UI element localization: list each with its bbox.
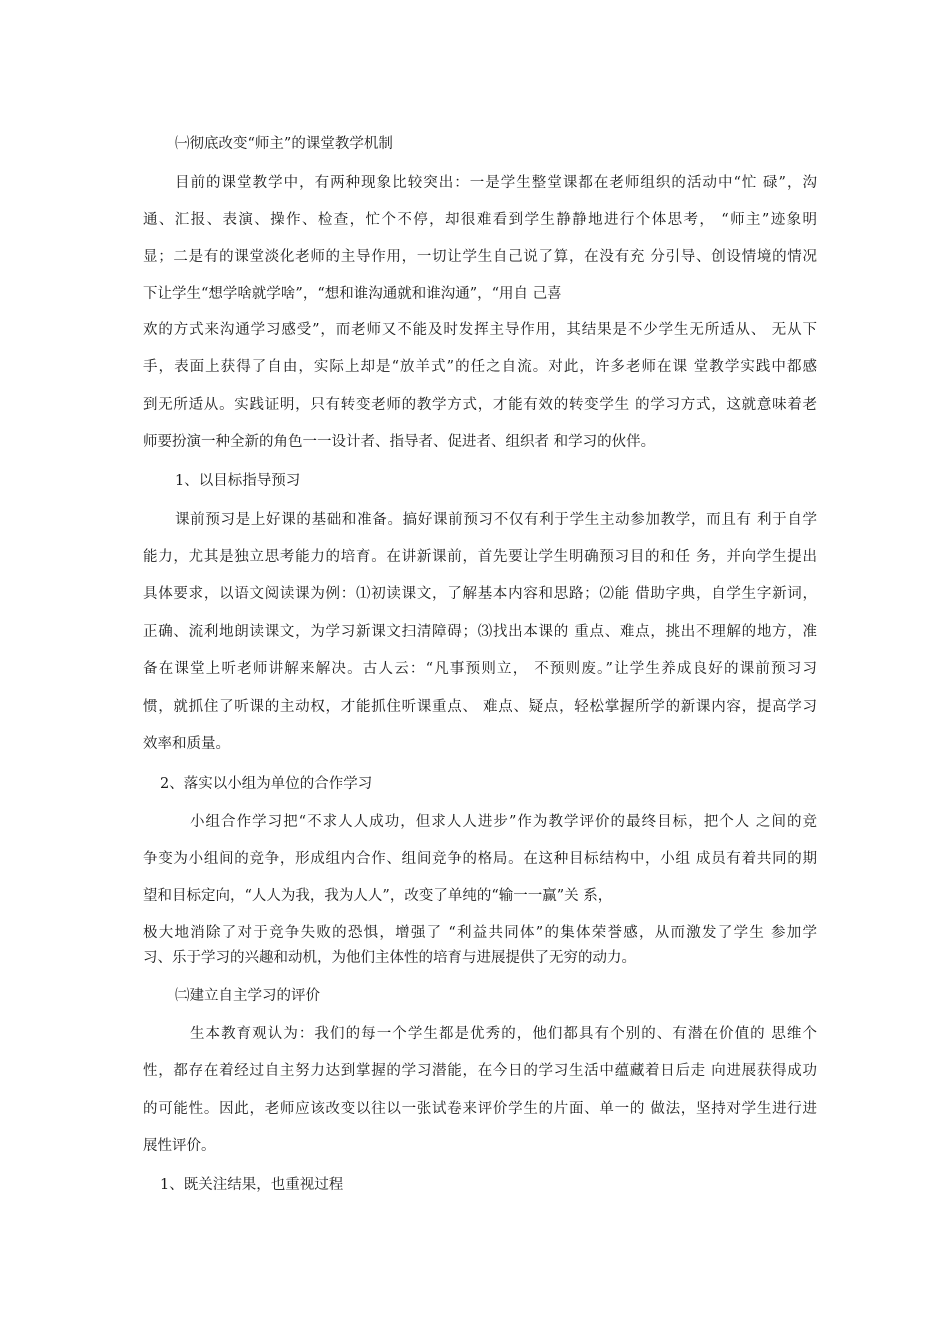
- paragraph-line: 欢的方式来沟通学习感受”，而老师又不能及时发挥主导作用，其结果是不少学生无所适从、 无从下: [143, 322, 817, 338]
- paragraph-line: 的可能性。因此，老师应该改变以往以一张试卷来评价学生的片面、单一的 做法，坚持对学生进行进: [143, 1101, 817, 1117]
- paragraph-line: 手，表面上获得了自由，实际上却是“放羊式”的任之自流。对此，许多老师在课 堂教学实践中都感: [143, 359, 817, 375]
- paragraph-line: 通、汇报、表演、操作、检查，忙个不停，却很难看到学生静静地进行个体思考， “师主”迹象明: [143, 212, 817, 228]
- paragraph-line: 正确、流利地朗读课文，为学习新课文扫清障碍；⑶找出本课的 重点、难点，挑出不理解的地方，准: [143, 624, 817, 640]
- paragraph-line: 极大地消除了对于竞争失败的恐惧，增强了 “利益共同体”的集体荣誉感，从而激发了学生 参加学: [143, 925, 817, 941]
- paragraph-line: 展性评价。: [143, 1138, 216, 1154]
- paragraph-line: 能力，尤其是独立思考能力的培育。在讲新课前，首先要让学生明确预习目的和任 务，并向学生提出: [143, 549, 817, 565]
- subheading: 2、落实以小组为单位的合作学习: [160, 776, 373, 792]
- subheading: 1、以目标指导预习: [175, 473, 301, 489]
- paragraph-line: 备在课堂上听老师讲解来解决。古人云：“凡事预则立， 不预则废。”让学生养成良好的课前预习习: [143, 661, 817, 677]
- subheading: 1、既关注结果，也重视过程: [160, 1177, 344, 1193]
- section-heading-1: ㈠彻底改变“师主”的课堂教学机制: [175, 136, 393, 152]
- paragraph-line: 师要扮演一种全新的角色一一设计者、指导者、促进者、组织者 和学习的伙伴。: [143, 434, 656, 450]
- paragraph-line: 惯，就抓住了听课的主动权，才能抓住听课重点、 难点、疑点，轻松掌握所学的新课内容，提高学习: [143, 699, 817, 715]
- section-heading-2: ㈡建立自主学习的评价: [175, 988, 320, 1004]
- paragraph-line: 显；二是有的课堂淡化老师的主导作用，一切让学生自己说了算，在没有充 分引导、创设情境的情况: [143, 249, 817, 265]
- paragraph-line: 习、乐于学习的兴趣和动机，为他们主体性的培育与进展提供了无穷的动力。: [143, 950, 636, 966]
- paragraph-line: 生本教育观认为：我们的每一个学生都是优秀的，他们都具有个别的、有潜在价值的 思维个: [190, 1026, 817, 1042]
- paragraph-line: 望和目标定向，“人人为我，我为人人”，改变了单纯的“输一一赢”关 系，: [143, 888, 613, 904]
- paragraph-line: 性，都存在着经过自主努力达到掌握的学习潜能，在今日的学习生活中蕴藏着日后走 向进展获得成功: [143, 1063, 817, 1079]
- paragraph-line: 具体要求，以语文阅读课为例：⑴初读课文，了解基本内容和思路；⑵能 借助字典，自学生字新词，: [143, 586, 817, 602]
- paragraph-line: 目前的课堂教学中，有两种现象比较突出：一是学生整堂课都在老师组织的活动中“忙 碌”，沟: [175, 175, 817, 191]
- paragraph-line: 效率和质量。: [143, 736, 230, 752]
- paragraph-line: 小组合作学习把“不求人人成功，但求人人进步”作为教学评价的最终目标，把个人 之间的竞: [190, 814, 817, 830]
- paragraph-line: 课前预习是上好课的基础和准备。搞好课前预习不仅有利于学生主动参加教学，而且有 利于自学: [175, 512, 817, 528]
- paragraph-line: 下让学生“想学啥就学啥”，“想和谁沟通就和谁沟通”，“用自 己喜: [143, 286, 562, 302]
- paragraph-line: 争变为小组间的竞争，形成组内合作、组间竞争的格局。在这种目标结构中，小组 成员有着共同的期: [143, 851, 817, 867]
- paragraph-line: 到无所适从。实践证明，只有转变老师的教学方式，才能有效的转变学生 的学习方式，这就意味着老: [143, 397, 817, 413]
